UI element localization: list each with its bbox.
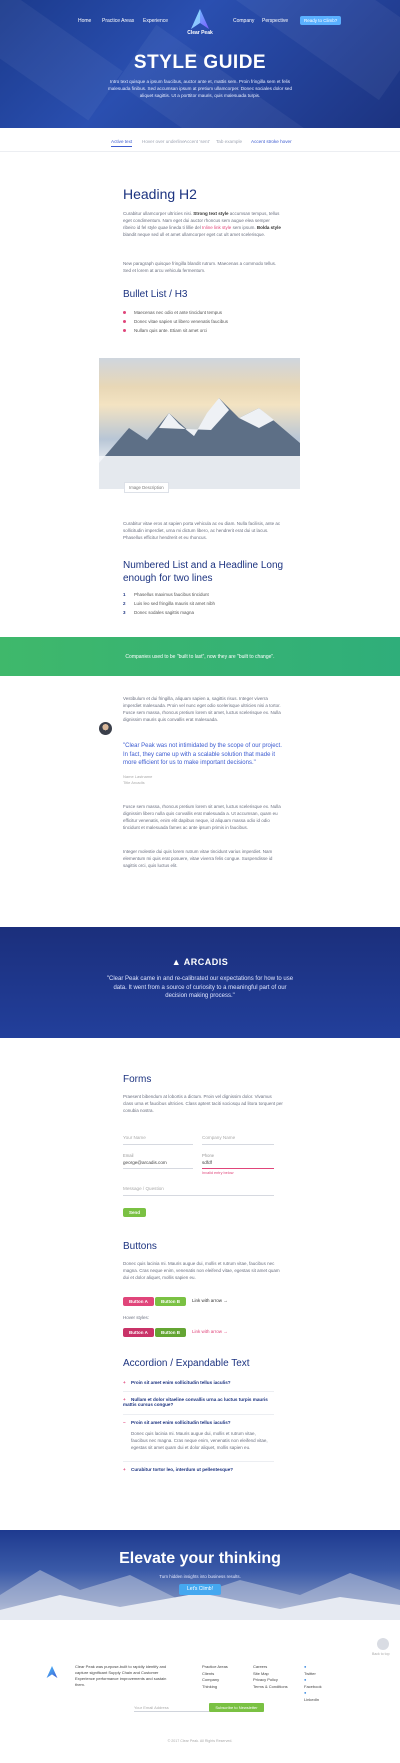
- hero-section: [0, 0, 400, 128]
- cta-subtitle: Turn hidden insights into business results.: [159, 1574, 241, 1579]
- linkedin-link[interactable]: ● LinkedIn: [304, 1690, 322, 1703]
- link-with-arrow[interactable]: Link with arrow →: [192, 1298, 228, 1303]
- clear-peak-logo-icon[interactable]: [190, 8, 210, 30]
- subnav-accent-hover[interactable]: Accent stroke hover: [251, 139, 292, 144]
- company-input[interactable]: Company Name: [202, 1135, 236, 1140]
- facebook-icon: ●: [304, 1677, 307, 1682]
- statement-text: Companies used to be "built to last", now they are "built to change".: [125, 654, 275, 660]
- mountain-image: [99, 358, 300, 489]
- linkedin-icon: ●: [304, 1690, 307, 1695]
- nav-home[interactable]: Home: [78, 18, 92, 24]
- footer-link[interactable]: Company: [202, 1677, 220, 1682]
- avatar: [99, 722, 112, 735]
- email-label: Email: [123, 1153, 134, 1158]
- button-b-hover[interactable]: Button B: [155, 1328, 186, 1337]
- button-b[interactable]: Button B: [155, 1297, 186, 1306]
- minus-icon: −: [123, 1420, 126, 1425]
- button-a-hover[interactable]: Button A: [123, 1328, 154, 1337]
- quote-author-title: Title Arcadis: [123, 780, 145, 785]
- accordion-item-4[interactable]: + Curabitur tortor leo, interdum ut pellentesque?: [123, 1467, 234, 1472]
- paragraph-after-quote-2: Integer molestie dui quis lorem rutrum vitae tincidunt varius imperdiet. Nam elementum mi quis erat posuere, vitae viverra felis congue. Suspendisse id sagittis orci, quis luctus elit.: [123, 849, 273, 868]
- facebook-link[interactable]: ● Facebook: [304, 1677, 322, 1689]
- accordion-divider: [123, 1391, 274, 1392]
- plus-icon: +: [123, 1397, 126, 1402]
- plus-icon: +: [123, 1467, 126, 1472]
- phone-label: Phone: [202, 1153, 215, 1158]
- heading-accordion: Accordion / Expandable Text: [123, 1358, 250, 1369]
- hover-styles-label: Hover styles:: [123, 1315, 150, 1320]
- image-caption: Image Description: [124, 482, 169, 493]
- back-to-top-icon[interactable]: [377, 1638, 389, 1650]
- arcadis-mark-icon: ▲: [171, 957, 182, 967]
- footer-link[interactable]: Thinking: [202, 1683, 218, 1689]
- email-field[interactable]: george@arcadis.com: [123, 1160, 167, 1165]
- name-underline: [123, 1144, 193, 1145]
- footer-logo-icon[interactable]: [46, 1665, 58, 1679]
- footer: [0, 1620, 400, 1763]
- page-title: STYLE GUIDE: [133, 52, 267, 73]
- arcadis-quote: "Clear Peak came in and re-calibrated our expectations for how to use data. It went from a source of curiosity to a meaningful part of our decision making process.": [106, 976, 294, 999]
- footer-link[interactable]: Practice Areas: [202, 1664, 228, 1669]
- phone-error: Invalid entry below: [202, 1171, 234, 1175]
- list-item: 1 Phasellus maximus faucibus tincidunt: [123, 592, 209, 597]
- accordion-divider: [123, 1461, 274, 1462]
- bullet-icon: [123, 311, 126, 314]
- bullet-icon: [123, 320, 126, 323]
- subnav-tab[interactable]: Tab example: [216, 139, 243, 144]
- paragraph-2: New paragraph quisque fringilla blandit rutrum. Maecenas a commodo tellus. Sed et lorem at arcu vehicula fermentum.: [123, 261, 277, 273]
- nav-experience[interactable]: Experience: [143, 18, 169, 24]
- footer-link[interactable]: Careers: [253, 1664, 268, 1669]
- accordion-item-2[interactable]: + Nullam et dolor vitaeline convallis urna ac luctus turpis mauris mattis cursus congue?: [123, 1397, 268, 1407]
- testimonial-quote: "Clear Peak was not intimidated by the scope of our project. In fact, they came up with a scalable solution that made it more efficient for us to make important decisions.": [123, 743, 282, 766]
- footer-social: [304, 1664, 322, 1703]
- heading-forms: Forms: [123, 1074, 152, 1085]
- send-button[interactable]: Send: [123, 1208, 146, 1217]
- twitter-link[interactable]: ● Twitter: [304, 1664, 322, 1677]
- statement-banner: [0, 637, 400, 676]
- button-a[interactable]: Button A: [123, 1297, 154, 1306]
- heading-bullet-list: Bullet List / H3: [123, 289, 188, 300]
- list-item: 3 Donec sodales sagittis magna: [123, 610, 195, 615]
- message-input[interactable]: Message / Question: [123, 1186, 164, 1191]
- accordion-divider: [123, 1414, 274, 1415]
- forms-intro: Praesent bibendum at lobortis a dictum. Proin vel dignissim dolor. Vivamus class urna et faucibus ultricies. Class aptent taciti sociosqu ad litora torquent per conubia nostra.: [123, 1094, 283, 1113]
- footer-links-2: [253, 1664, 288, 1690]
- nav-cta-button[interactable]: Ready to Climb?: [300, 16, 341, 25]
- paragraph-3: Curabitur vitae eros at sapien porta vehicula ac eu diam. Nulla facilisis, ante ac sollicitudin imperdiet, urna mi dictum libero, ac hendrerit erat dui ut lacus. Phasellus efficitur hendrerit et eu rhoncus.: [123, 521, 281, 540]
- cta-title: Elevate your thinking: [119, 1550, 281, 1567]
- cta-section: [0, 1530, 400, 1620]
- newsletter-email-input[interactable]: Your Email Address: [134, 1703, 209, 1712]
- inline-link[interactable]: Inline link style: [202, 225, 232, 230]
- nav-perspective[interactable]: Perspective: [262, 18, 289, 24]
- paragraph-intro: Curabitur ullamcorper ultricies nisi. Strong text style accumsan tempus, tellus eget condimentum. Nam eget dui auctor rhoncus sem augue elea semper ribeiro id fel style quae lineda ti lillie del Inline link style sem ipsum. Bolda style blandit neque sed ull et amet ullamcorper eget cut ult amet scelerisque.: [123, 211, 281, 237]
- plus-icon: +: [123, 1380, 126, 1385]
- subnav-active[interactable]: Active text: [111, 139, 132, 147]
- buttons-intro: Donec quis lacinia mi. Mauris augue dui, mollis et rutrum vitae, faucibus nec magna. Cras neque enim, venenatis non eleifend vitae, egestas sit amet quam dui et dolor aliquet, mollis sapien eu.: [123, 1261, 280, 1280]
- heading-numbered-list: Numbered List and a Headline Long enough for two lines: [123, 560, 284, 584]
- footer-links-1: [202, 1664, 228, 1690]
- lets-climb-button[interactable]: Let's Climb!: [179, 1584, 221, 1595]
- footer-link[interactable]: Site Map: [253, 1670, 269, 1676]
- footer-link[interactable]: Terms & Conditions: [253, 1683, 288, 1689]
- subnav-accent[interactable]: Accent 'sent': [184, 139, 210, 144]
- nav-practice-areas[interactable]: Practice Areas: [102, 18, 135, 24]
- client-testimonial-section: [0, 927, 400, 1038]
- quote-author: Name Lastname: [123, 774, 153, 779]
- list-item: Donec vitae sapien ut libero venenatis faucibus: [123, 319, 228, 324]
- paragraph-after-quote-1: Fusce sem massa, rhoncus pretium lorem sit amet, luctus scelerisque ex. Nulla dignissim libero nulla quis convallis erat malesuada a. Ut accumsan, quam eu efficitur venenatis, enim elit dapibus neque, id aliquam massa odio id odio tincidunt et malesuada fames ac ante ipsum primis in faucibus.: [123, 804, 281, 830]
- company-underline: [202, 1144, 274, 1145]
- footer-link[interactable]: Privacy Policy: [253, 1677, 278, 1682]
- email-underline: [123, 1168, 193, 1169]
- list-item: Maecenas nec odio et ante tincidunt tempus: [123, 310, 222, 315]
- message-underline: [123, 1195, 274, 1196]
- list-item: 2 Luis leo sed fringilla mauris sit amet nibh: [123, 601, 216, 606]
- link-with-arrow-hover[interactable]: Link with arrow →: [192, 1329, 228, 1334]
- nav-company[interactable]: Company: [233, 18, 255, 24]
- arcadis-logo: ▲ ARCADIS: [171, 957, 229, 967]
- phone-field[interactable]: sdfdf: [202, 1160, 212, 1165]
- heading-buttons: Buttons: [123, 1241, 157, 1252]
- footer-about: Clear Peak was purpose-built to rapidly identify and capture significant Supply Chain and Customer Experience performance improvements and sustain them.: [75, 1664, 167, 1687]
- heading-h2: Heading H2: [123, 186, 197, 202]
- sub-nav: [0, 139, 400, 149]
- name-input[interactable]: Your Name: [123, 1135, 146, 1140]
- hero-subtitle: Intro text quisque a ipsum faucibus, auctor ante et, mattis sem. Proin fringilla sem et felis malesuada finibus. Sed accumsan ipsum at pretium ullamcorper. Donec sociales dolor sed aliquet sagittis. Ut a porttitor mauris, quis malesuada turpis.: [107, 79, 293, 98]
- subnav-divider: [0, 151, 400, 152]
- phone-underline-error: [202, 1168, 274, 1169]
- accordion-expanded-text: Donec quis lacinia mi. Mauris augue dui, mollis et rutrum vitae, faucibus nec magna. Cras neque enim, venenatis non eleifend vitae, egestas sit amet quam dui et dolor aliquet, mollis sapien eu.: [131, 1431, 268, 1450]
- logo-text: Clear Peak: [187, 30, 213, 36]
- twitter-icon: ●: [304, 1664, 307, 1669]
- subscribe-button[interactable]: Subscribe to Newsletter: [209, 1703, 264, 1712]
- accordion-item-1[interactable]: + Proin sit amet enim sollicitudin tellus iaculis?: [123, 1380, 231, 1385]
- bullet-icon: [123, 329, 126, 332]
- list-item: Nullam quis ante. Etiam sit amet orci: [123, 328, 207, 333]
- subnav-hover[interactable]: Hover over underline: [142, 139, 185, 144]
- back-to-top-label[interactable]: Back to top: [372, 1652, 390, 1656]
- footer-link[interactable]: Clients: [202, 1670, 215, 1676]
- paragraph-before-quote: Vestibulum et dui fringilla, aliquam sapien a, sagittis risus. Integer viverra imperdiet malesuada. Proin vel nunc eget odio scelerisque ultricies nisi a tortor. Fusce sem massa, rhoncus pretium lorem sit amet, luctus scelerisque ex. Nulla dignissim mauris quis convallis erat malesuada.: [123, 696, 281, 722]
- accordion-item-3[interactable]: − Proin sit amet enim sollicitudin tellus iaculis?: [123, 1420, 231, 1425]
- copyright: © 2017 Clear Peak. All Rights Reserved.: [167, 1739, 233, 1743]
